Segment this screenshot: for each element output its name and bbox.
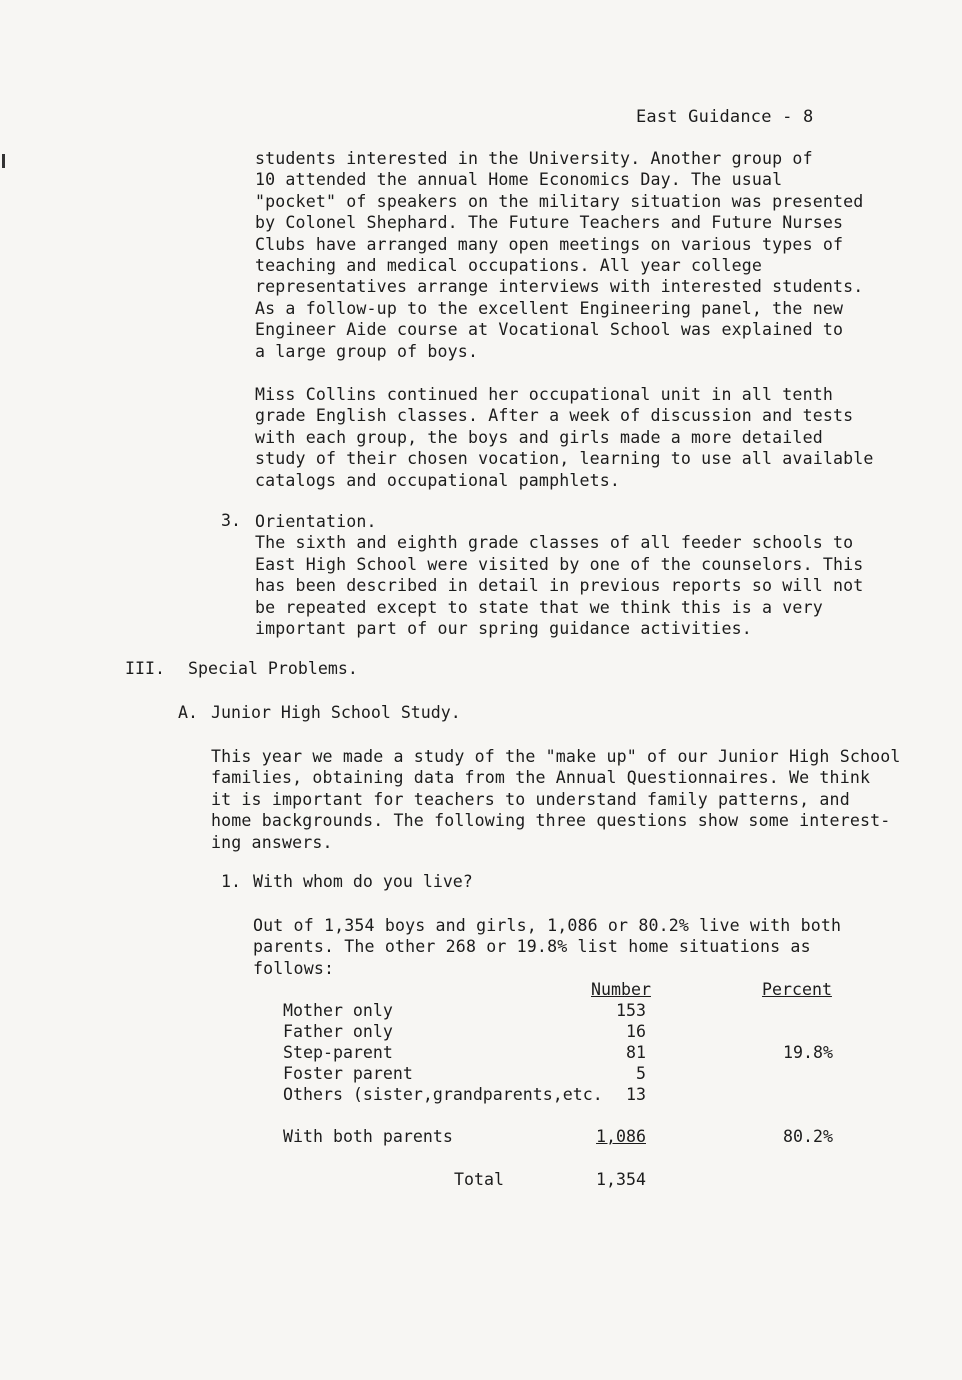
table-row-label: Others (sister,grandparents,etc.: [283, 1085, 603, 1104]
page-header: East Guidance - 8: [636, 107, 814, 127]
table-header-percent: Percent: [762, 980, 832, 999]
table-total-number: 1,354: [596, 1170, 646, 1189]
section-number-iii: III.: [125, 659, 165, 678]
table-row-number: 153: [616, 1001, 646, 1020]
paragraph-orientation: Orientation. The sixth and eighth grade classes of all feeder schools to East High School were visited by one of the counselors. This has been described in detail in previous reports so will not be repeated except to state that we think this is a very important part of our spring guidance activities.: [255, 512, 864, 639]
paragraph-statistics: Out of 1,354 boys and girls, 1,086 or 80.2% live with both parents. The other 268 or 19.8% list home situations as follows:: [253, 916, 842, 978]
question-text-1: With whom do you live?: [253, 872, 473, 891]
table-total-label: Total: [454, 1170, 504, 1189]
table-row-percent: 80.2%: [783, 1127, 833, 1146]
table-row-number: 16: [626, 1022, 646, 1041]
table-header-number: Number: [591, 980, 651, 999]
table-row-percent: 19.8%: [783, 1043, 833, 1062]
table-row-number: 5: [636, 1064, 646, 1083]
table-row-number: 81: [626, 1043, 646, 1062]
paragraph-occupational-unit: Miss Collins continued her occupational unit in all tenth grade English classes. After a week of discussion and tests with each group, the boys and girls made a more detailed study of their chosen vocation, learning to use all available catalogs and occupational pamphlets.: [255, 385, 874, 490]
table-row-label: Father only: [283, 1022, 393, 1041]
margin-mark: [2, 154, 5, 168]
paragraph-junior-high-study: This year we made a study of the "make up" of our Junior High School families, obtaining data from the Annual Questionnaires. We think it is important for teachers to understand family patterns, and home backgrounds. The following three questions show some interest- ing answers.: [211, 747, 901, 852]
table-row-label: With both parents: [283, 1127, 453, 1146]
table-row-number: 13: [626, 1085, 646, 1104]
table-row-label: Foster parent: [283, 1064, 413, 1083]
paragraph-activities: students interested in the University. Another group of 10 attended the annual Home Economics Day. The usual "pocket" of speakers on the military situation was presented by Colonel Shephard. The Future Teachers and Future Nurses Clubs have arranged many open meetings on various types of teaching and medical occupations. All year college representatives arrange interviews with interested students. As a follow-up to the excellent Engineering panel, the new Engineer Aide course at Vocational School was explained to a large group of boys.: [255, 149, 864, 361]
question-number-1: 1.: [221, 872, 241, 891]
table-row-number: 1,086: [596, 1127, 646, 1146]
subsection-title-junior-high: Junior High School Study.: [211, 703, 461, 722]
table-row-label: Mother only: [283, 1001, 393, 1020]
item-number-3: 3.: [221, 511, 241, 530]
subsection-number-a: A.: [178, 703, 198, 722]
table-row-label: Step-parent: [283, 1043, 393, 1062]
section-title-special-problems: Special Problems.: [188, 659, 358, 678]
